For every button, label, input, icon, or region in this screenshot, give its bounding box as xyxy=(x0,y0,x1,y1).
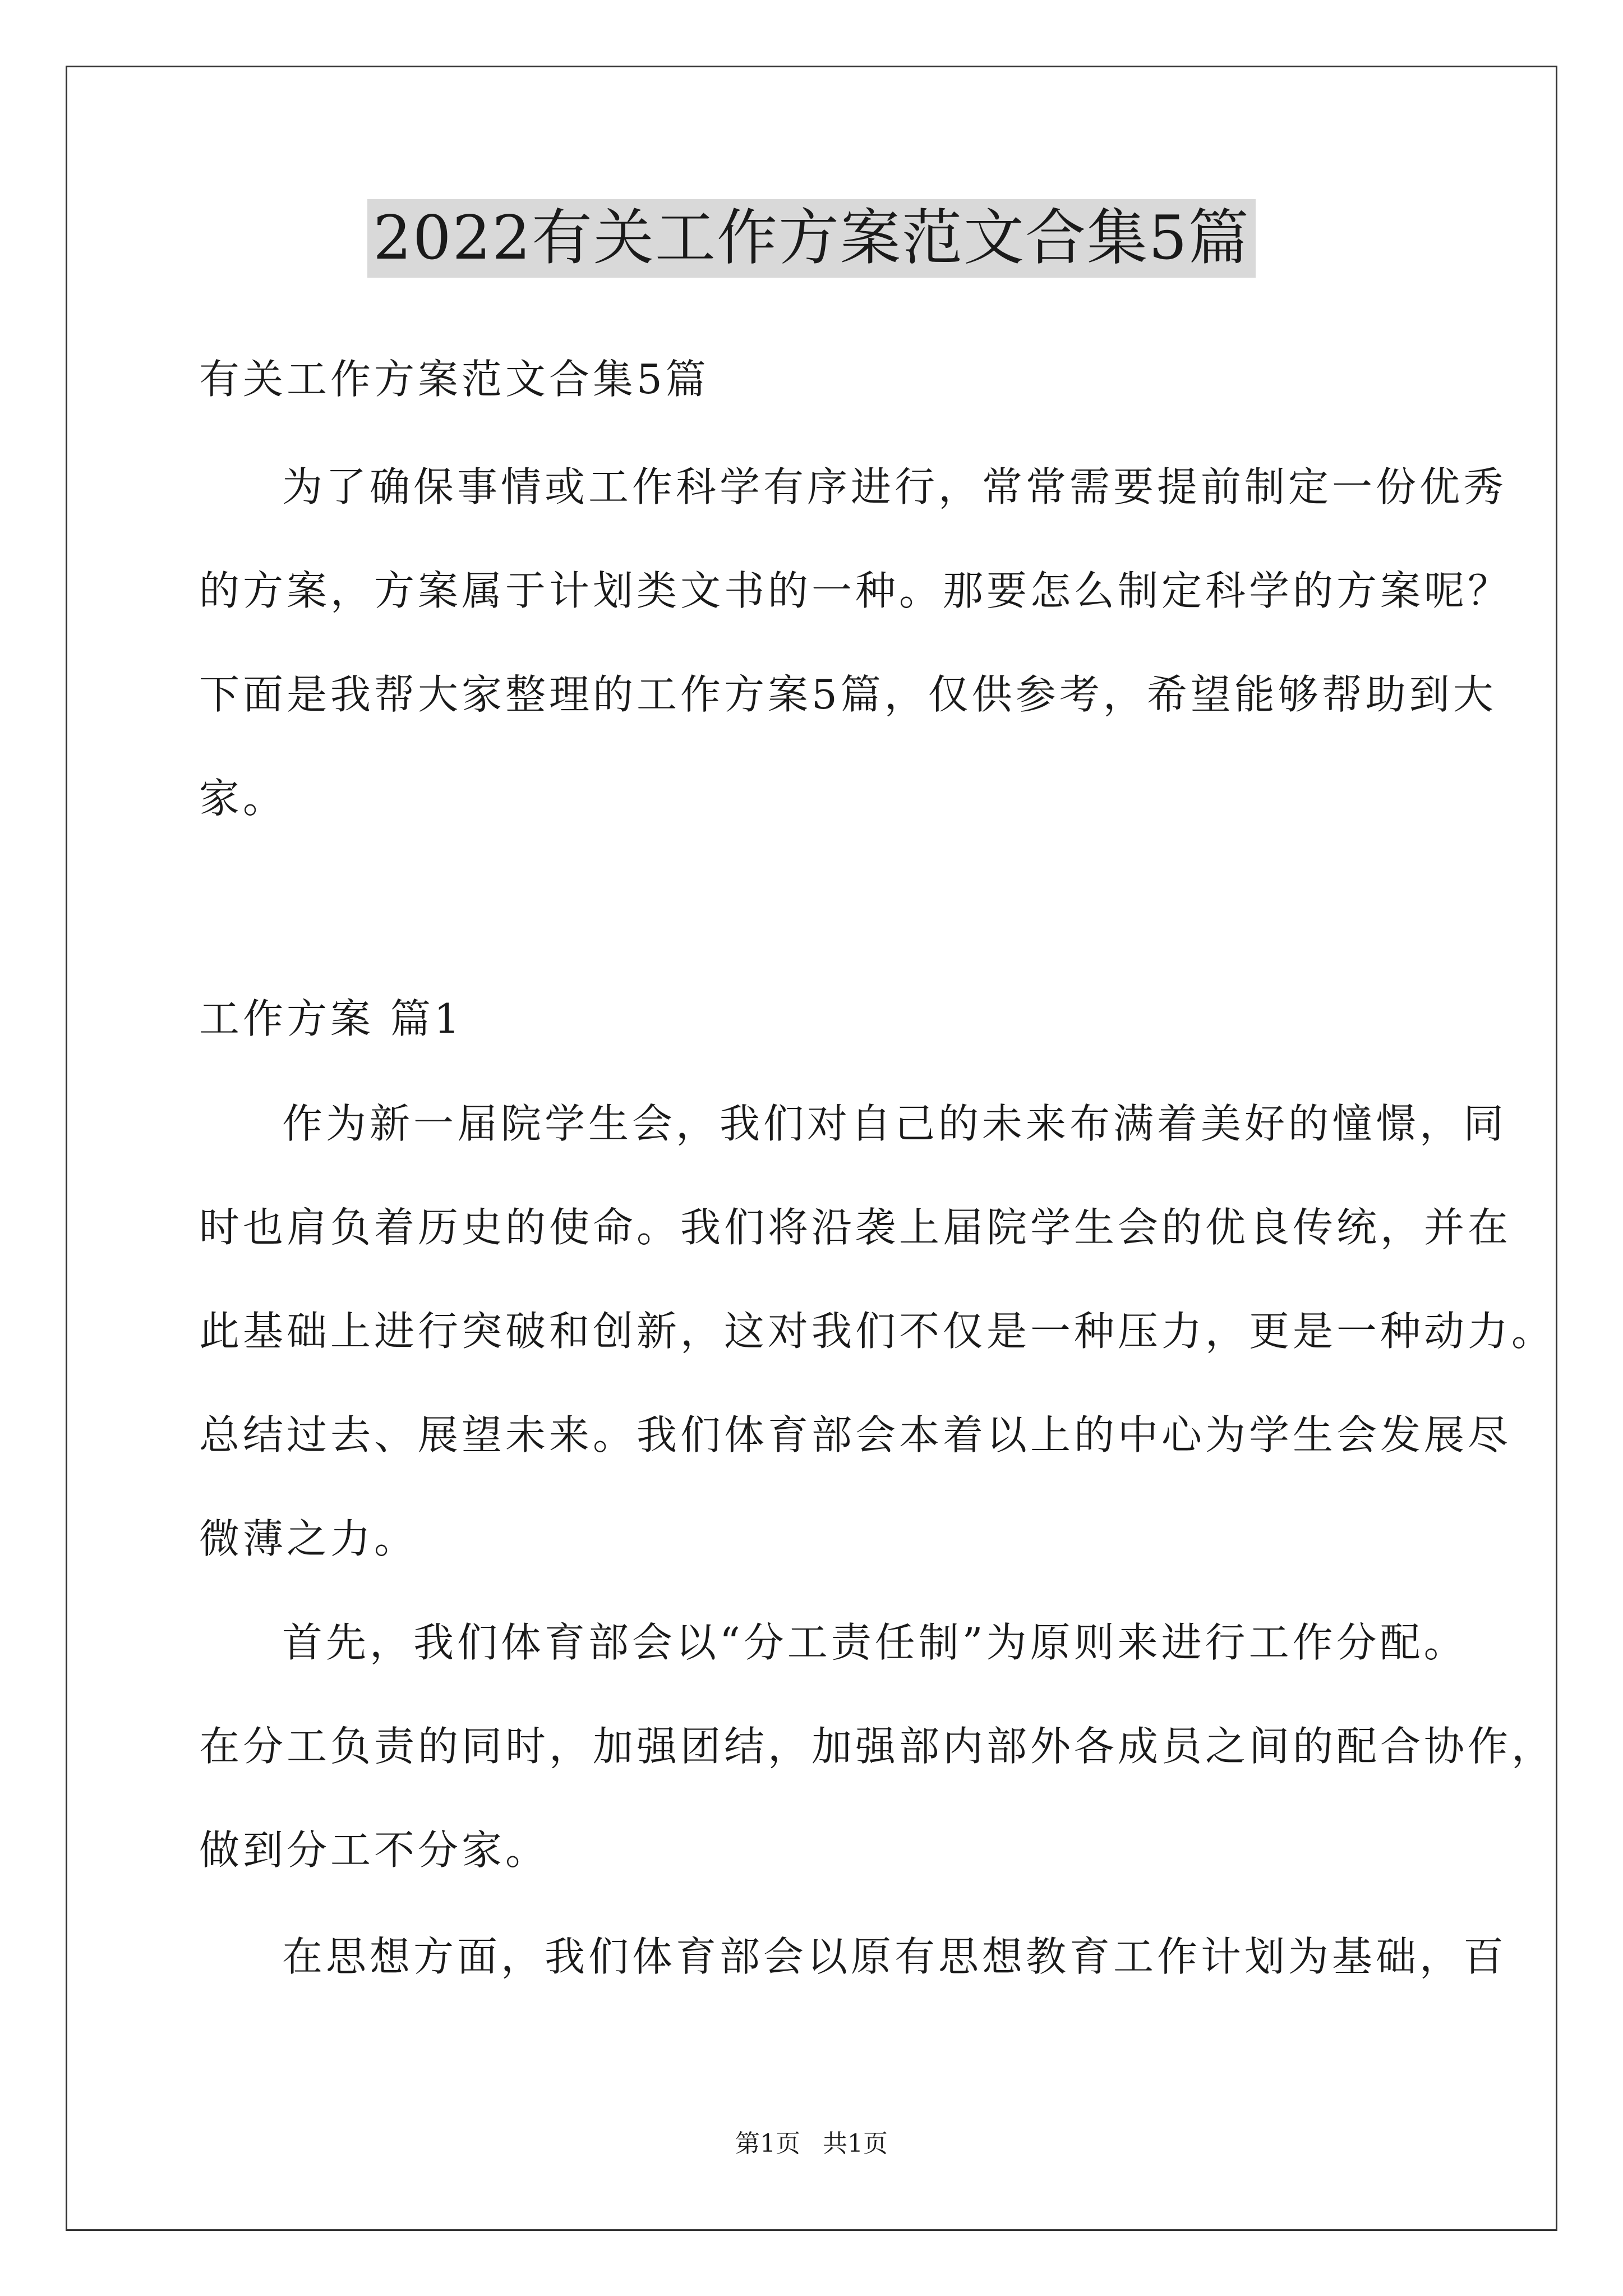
document-subtitle: 有关工作方案范文合集5篇 xyxy=(199,356,709,403)
paragraph-line: 的方案，方案属于计划类文书的一种。那要怎么制定科学的方案呢？ xyxy=(199,567,1512,614)
title-container xyxy=(0,199,1623,278)
page-number: 第1页 xyxy=(735,2129,800,2158)
paragraph-line: 总结过去、展望未来。我们体育部会本着以上的中心为学生会发展尽 xyxy=(199,1411,1512,1458)
paragraph-line: 下面是我帮大家整理的工作方案5篇，仅供参考，希望能够帮助到大 xyxy=(199,671,1497,718)
page-total: 共1页 xyxy=(823,2129,888,2158)
paragraph-line: 家。 xyxy=(199,775,287,822)
paragraph-line: 做到分工不分家。 xyxy=(199,1826,550,1874)
paragraph-line: 在思想方面，我们体育部会以原有思想教育工作计划为基础，百 xyxy=(282,1933,1507,1980)
paragraph-line: 时也肩负着历史的使命。我们将沿袭上届院学生会的优良传统，并在 xyxy=(199,1204,1512,1251)
paragraph-line: 首先，我们体育部会以“分工责任制”为原则来进行工作分配。 xyxy=(282,1619,1468,1666)
paragraph-line: 为了确保事情或工作科学有序进行，常常需要提前制定一份优秀 xyxy=(282,463,1507,510)
paragraph-line: 此基础上进行突破和创新，这对我们不仅是一种压力，更是一种动力。 xyxy=(199,1308,1556,1355)
section-heading: 工作方案 篇1 xyxy=(199,995,463,1042)
paragraph-line: 微薄之力。 xyxy=(199,1515,418,1562)
paragraph-line: 在分工负责的同时，加强团结，加强部内部外各成员之间的配合协作， xyxy=(199,1723,1556,1770)
page-footer xyxy=(0,2127,1623,2161)
document-title: 2022有关工作方案范文合集5篇 xyxy=(367,199,1256,278)
paragraph-line: 作为新一届院学生会，我们对自己的未来布满着美好的憧憬，同 xyxy=(282,1100,1507,1147)
